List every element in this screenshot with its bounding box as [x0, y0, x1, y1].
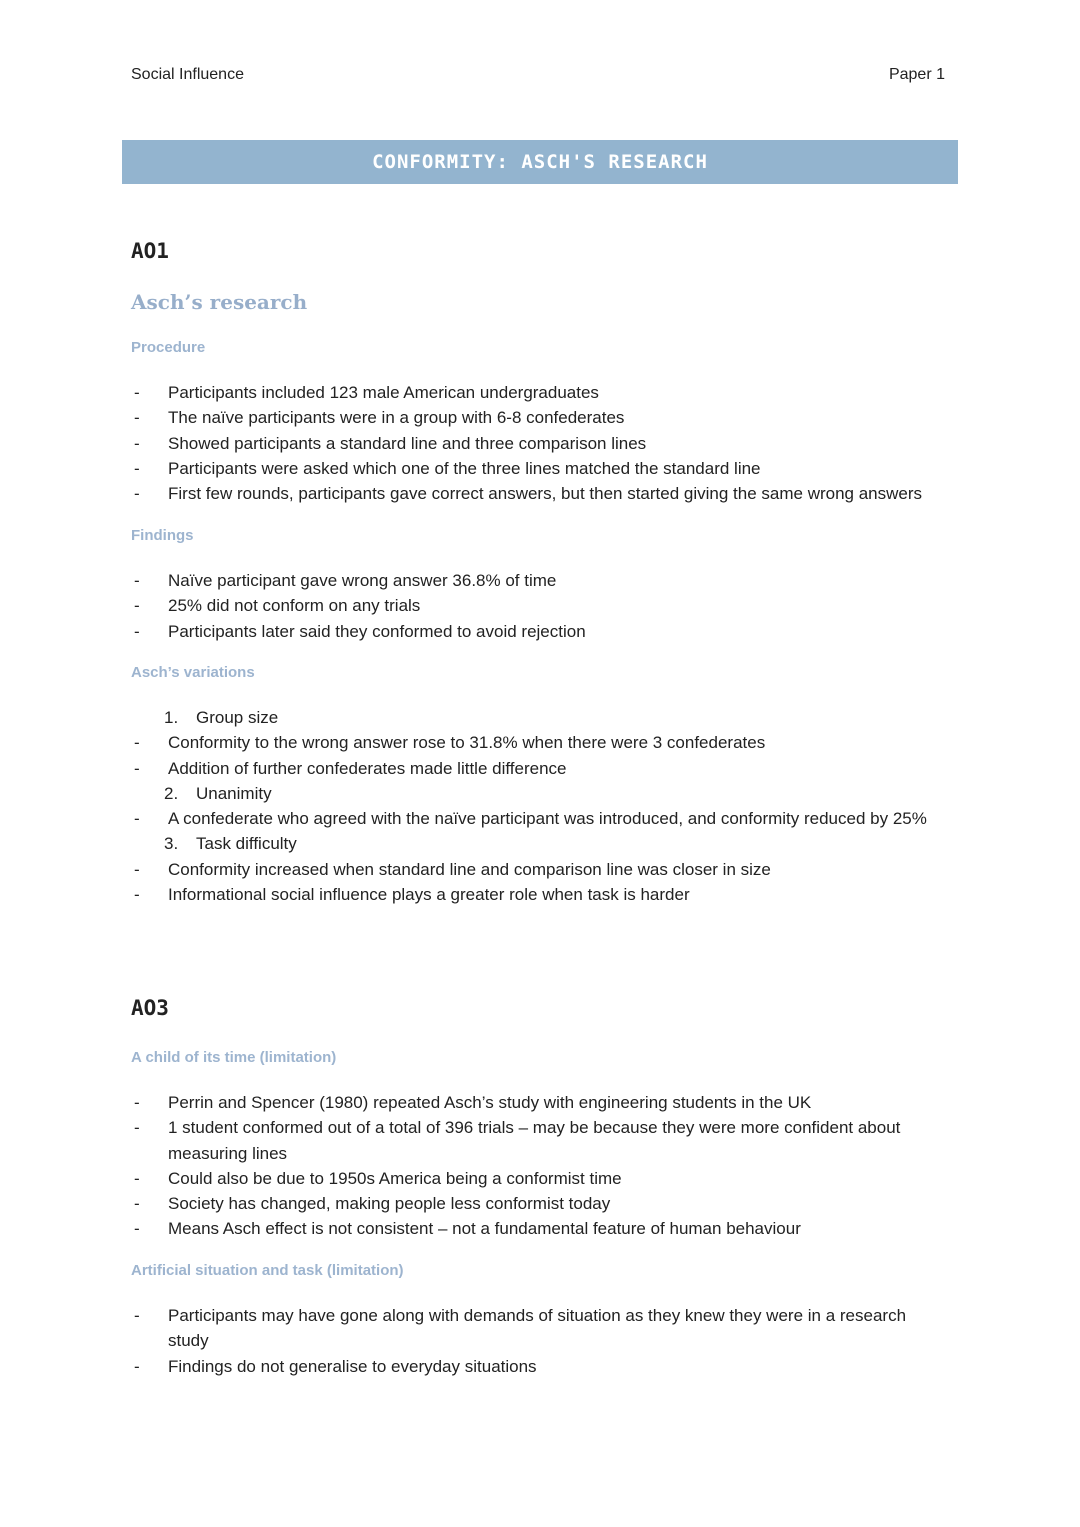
child-of-time-list	[131, 1090, 941, 1242]
list-item: - 25% did not conform on any trials	[131, 593, 961, 618]
list-item: - Addition of further confederates made little difference	[131, 756, 931, 781]
list-item: - Participants may have gone along with demands of situation as they knew they were in a research study	[131, 1303, 941, 1354]
procedure-heading: Procedure	[131, 339, 206, 356]
ao1-heading: AO1	[131, 239, 169, 263]
list-item: - Naïve participant gave wrong answer 36.8% of time	[131, 568, 961, 593]
list-item: - Participants later said they conformed to avoid rejection	[131, 619, 961, 644]
list-item: - Informational social influence plays a greater role when task is harder	[131, 882, 931, 907]
list-item: - Means Asch effect is not consistent – not a fundamental feature of human behaviour	[131, 1216, 941, 1241]
variation-title: Task difficulty	[196, 834, 297, 854]
list-item: - The naïve participants were in a group with 6-8 confederates	[131, 405, 961, 430]
variation-title: Group size	[196, 708, 279, 727]
findings-list	[131, 568, 961, 644]
list-item: - Conformity to the wrong answer rose to 31.8% when there were 3 confederates	[131, 730, 931, 755]
procedure-list	[131, 380, 961, 506]
list-item: - A confederate who agreed with the naïve participant was introduced, and conformity reduced by 25%	[131, 806, 931, 831]
title-banner	[122, 140, 958, 184]
variation-number: 2.	[164, 783, 179, 803]
variation-unanimity	[131, 781, 931, 806]
topic-heading: Asch’s research	[131, 290, 308, 314]
list-item: - First few rounds, participants gave correct answers, but then started giving the same wrong answers	[131, 481, 961, 506]
variation-number: 3.	[164, 834, 179, 854]
artificial-heading: Artificial situation and task (limitation)	[131, 1262, 404, 1279]
variation-number: 1.	[164, 708, 179, 727]
list-item: - Findings do not generalise to everyday situations	[131, 1354, 941, 1379]
list-item: - Participants were asked which one of the three lines matched the standard line	[131, 456, 961, 481]
variation-group-size	[131, 705, 931, 730]
list-item: - Participants included 123 male American undergraduates	[131, 380, 961, 405]
findings-heading: Findings	[131, 527, 194, 544]
variations-list	[131, 705, 931, 907]
ao3-heading: AO3	[131, 996, 169, 1020]
variation-task-difficulty	[131, 831, 931, 856]
page-title: CONFORMITY: ASCH'S RESEARCH	[372, 151, 708, 173]
artificial-list	[131, 1303, 941, 1379]
header-subject: Social Influence	[131, 66, 244, 83]
variations-heading: Asch’s variations	[131, 664, 255, 681]
list-item: - Perrin and Spencer (1980) repeated Asch’s study with engineering students in the UK	[131, 1090, 941, 1115]
list-item: - Conformity increased when standard line and comparison line was closer in size	[131, 857, 931, 882]
variation-title: Unanimity	[196, 783, 272, 803]
child-of-time-heading: A child of its time (limitation)	[131, 1049, 337, 1066]
list-item: - 1 student conformed out of a total of 396 trials – may be because they were more confident about measuring lines	[131, 1115, 941, 1166]
list-item: - Showed participants a standard line and three comparison lines	[131, 431, 961, 456]
list-item: - Could also be due to 1950s America being a conformist time	[131, 1166, 941, 1191]
header-paper: Paper 1	[888, 66, 945, 83]
list-item: - Society has changed, making people less conformist today	[131, 1191, 941, 1216]
